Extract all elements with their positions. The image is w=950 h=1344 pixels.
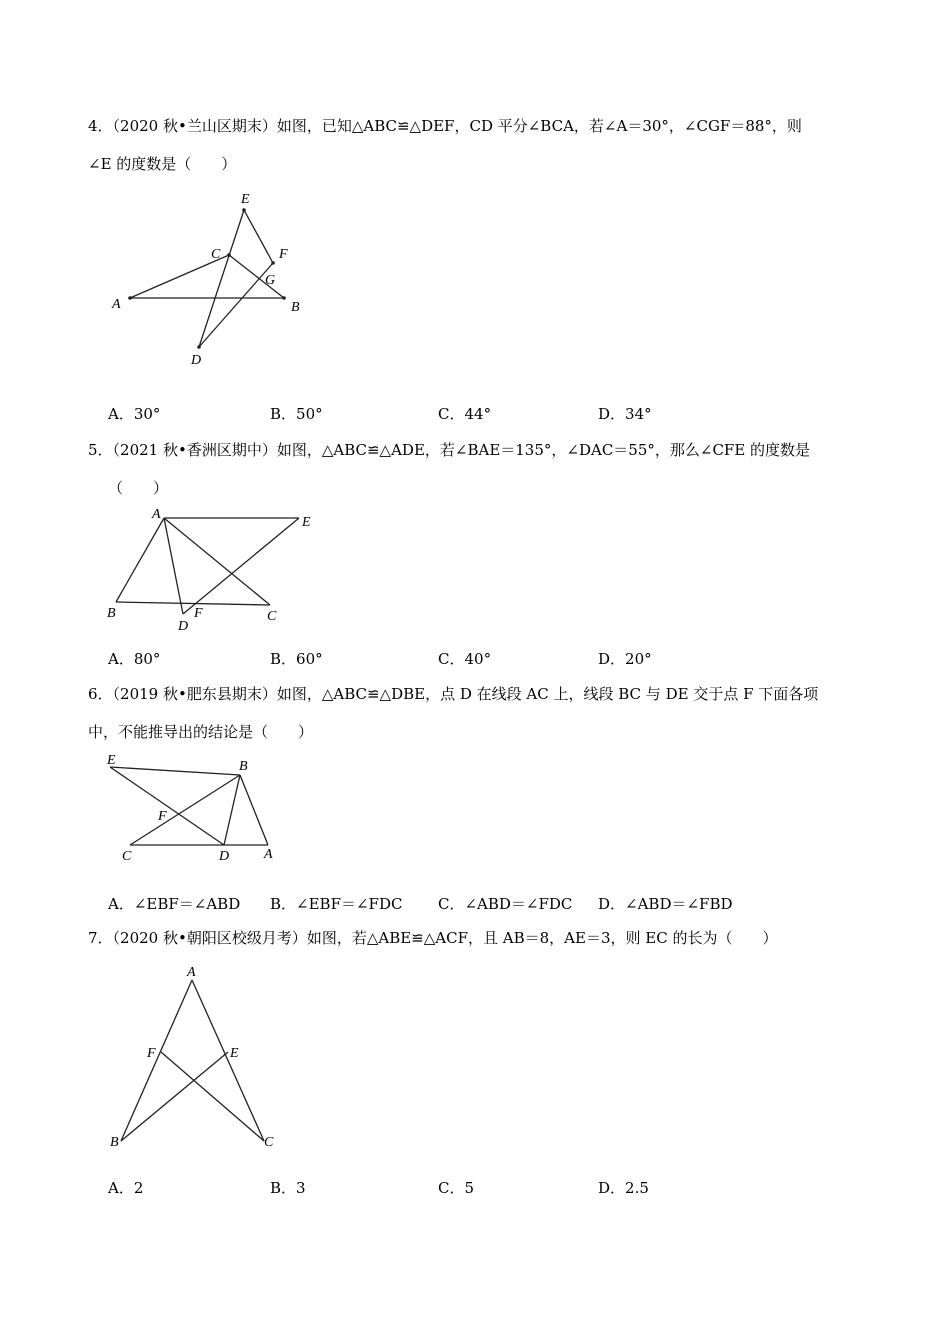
- q7-label-b: B: [110, 1135, 119, 1150]
- q4-option-a: A．30°: [108, 405, 161, 423]
- q6-option-b: B．∠EBF＝∠FDC: [270, 895, 403, 913]
- q5-label-f: F: [194, 606, 203, 621]
- q4-label-f: F: [279, 247, 288, 262]
- q7-label-e: E: [230, 1046, 239, 1061]
- q4-stem-line1: 4．（2020 秋•兰山区期末）如图，已知△ABC≌△DEF，CD 平分∠BCA，若∠A＝30°，∠CGF＝88°，则: [88, 117, 802, 135]
- q4-label-d: D: [191, 353, 202, 368]
- q4-option-c: C．44°: [438, 405, 492, 423]
- q7-seg-ab: [121, 980, 192, 1141]
- q6-option-d: D．∠ABD＝∠FBD: [598, 895, 733, 913]
- q5-label-b: B: [107, 606, 116, 621]
- q6-label-c: C: [122, 849, 132, 864]
- q4-option-d: D．34°: [598, 405, 652, 423]
- q7-option-b: B．3: [270, 1179, 306, 1197]
- q6-option-a: A．∠EBF＝∠ABD: [108, 895, 241, 913]
- q4-stem-line2: ∠E 的度数是（ ）: [88, 155, 237, 173]
- q5-label-d: D: [178, 619, 189, 634]
- q7-label-c: C: [264, 1135, 274, 1150]
- q4-label-c: C: [211, 247, 221, 262]
- q5-option-d: D．20°: [598, 650, 652, 668]
- q6-option-c: C．∠ABD＝∠FDC: [438, 895, 573, 913]
- q5-stem-line1: 5．（2021 秋•香洲区期中）如图，△ABC≌△ADE，若∠BAE＝135°，∠DAC＝55°，那么∠CFE 的度数是: [88, 441, 811, 459]
- q6-label-f: F: [158, 809, 167, 824]
- q6-stem-line1: 6．（2019 秋•肥东县期末）如图，△ABC≌△DBE，点 D 在线段 AC 上，线段 BC 与 DE 交于点 F 下面各项: [88, 685, 819, 703]
- q4-label-e: E: [241, 192, 250, 207]
- q5-label-e: E: [302, 515, 311, 530]
- q4-label-b: B: [291, 300, 300, 315]
- q5-option-c: C．40°: [438, 650, 492, 668]
- q4-label-a: A: [112, 297, 121, 312]
- q5-label-a: A: [152, 507, 161, 522]
- q5-label-c: C: [267, 609, 277, 624]
- q7-seg-ac: [192, 980, 264, 1141]
- q6-label-a: A: [264, 847, 273, 862]
- q7-stem-line1: 7．（2020 秋•朝阳区校级月考）如图，若△ABE≌△ACF，且 AB＝8，AE＝3，则 EC 的长为（ ）: [88, 929, 778, 947]
- q5-stem-line2: （ ）: [108, 479, 169, 497]
- q6-label-b: B: [239, 759, 248, 774]
- q5-option-a: A．80°: [108, 650, 161, 668]
- q6-label-e: E: [107, 753, 116, 768]
- q7-option-a: A．2: [108, 1179, 144, 1197]
- q7-label-a: A: [187, 965, 196, 980]
- q7-options: [108, 1178, 868, 1198]
- q4-option-b: B．50°: [270, 405, 323, 423]
- q7-option-d: D．2.5: [598, 1179, 649, 1197]
- q6-stem-line2: 中，不能推导出的结论是（ ）: [88, 723, 314, 741]
- q5-option-b: B．60°: [270, 650, 323, 668]
- q7-option-c: C．5: [438, 1179, 475, 1197]
- q7-label-f: F: [147, 1046, 156, 1061]
- q4-label-g: G: [265, 273, 276, 288]
- q6-label-d: D: [219, 849, 230, 864]
